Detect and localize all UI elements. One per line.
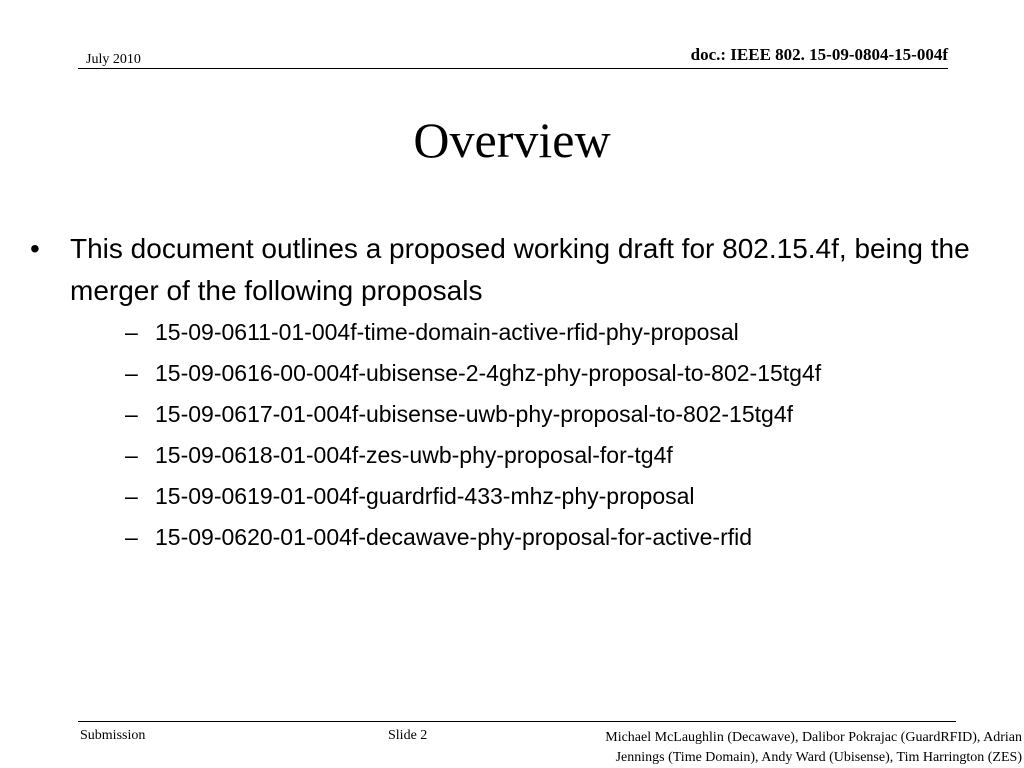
sub-bullet-text: 15-09-0616-00-004f-ubisense-2-4ghz-phy-proposal-to-802-15tg4f [155, 360, 822, 386]
sub-bullet-text: 15-09-0620-01-004f-decawave-phy-proposal-for-active-rfid [155, 524, 753, 550]
footer-divider [78, 721, 956, 722]
sub-bullet-item [70, 394, 990, 435]
sub-bullet-item [70, 435, 990, 476]
sub-bullet-text: 15-09-0619-01-004f-guardrfid-433-mhz-phy-proposal [155, 483, 695, 509]
bullet-item [30, 228, 990, 558]
bullet-text: This document outlines a proposed working draft for 802.15.4f, being the merger of the following proposals [70, 233, 970, 306]
sub-bullet-item [70, 312, 990, 353]
footer-authors-line-2: Jennings (Time Domain), Andy Ward (Ubisense), Tim Harrington (ZES) [615, 750, 1022, 765]
footer-slide-number: Slide 2 [388, 728, 428, 743]
footer-authors [500, 728, 1022, 768]
dash-icon: – [125, 442, 138, 468]
header-date: July 2010 [86, 52, 141, 67]
sub-bullet-list [70, 312, 990, 558]
dash-icon: – [125, 360, 138, 386]
sub-bullet-text: 15-09-0617-01-004f-ubisense-uwb-phy-proposal-to-802-15tg4f [155, 401, 794, 427]
sub-bullet-text: 15-09-0618-01-004f-zes-uwb-phy-proposal-for-tg4f [155, 442, 673, 468]
slide-title: Overview [413, 112, 611, 168]
header-divider [78, 68, 948, 69]
sub-bullet-item [70, 353, 990, 394]
dash-icon: – [125, 401, 138, 427]
footer-authors-line-1: Michael McLaughlin (Decawave), Dalibor Pokrajac (GuardRFID), Adrian [605, 730, 1022, 745]
sub-bullet-item [70, 476, 990, 517]
bullet-dot-icon: • [30, 233, 40, 264]
sub-bullet-text: 15-09-0611-01-004f-time-domain-active-rfid-phy-proposal [155, 319, 739, 345]
bullet-list [30, 228, 990, 561]
dash-icon: – [125, 319, 138, 345]
sub-bullet-item [70, 517, 990, 558]
header-doc-id: doc.: IEEE 802. 15-09-0804-15-004f [690, 45, 948, 64]
dash-icon: – [125, 483, 138, 509]
footer-submission: Submission [80, 728, 146, 743]
dash-icon: – [125, 524, 138, 550]
